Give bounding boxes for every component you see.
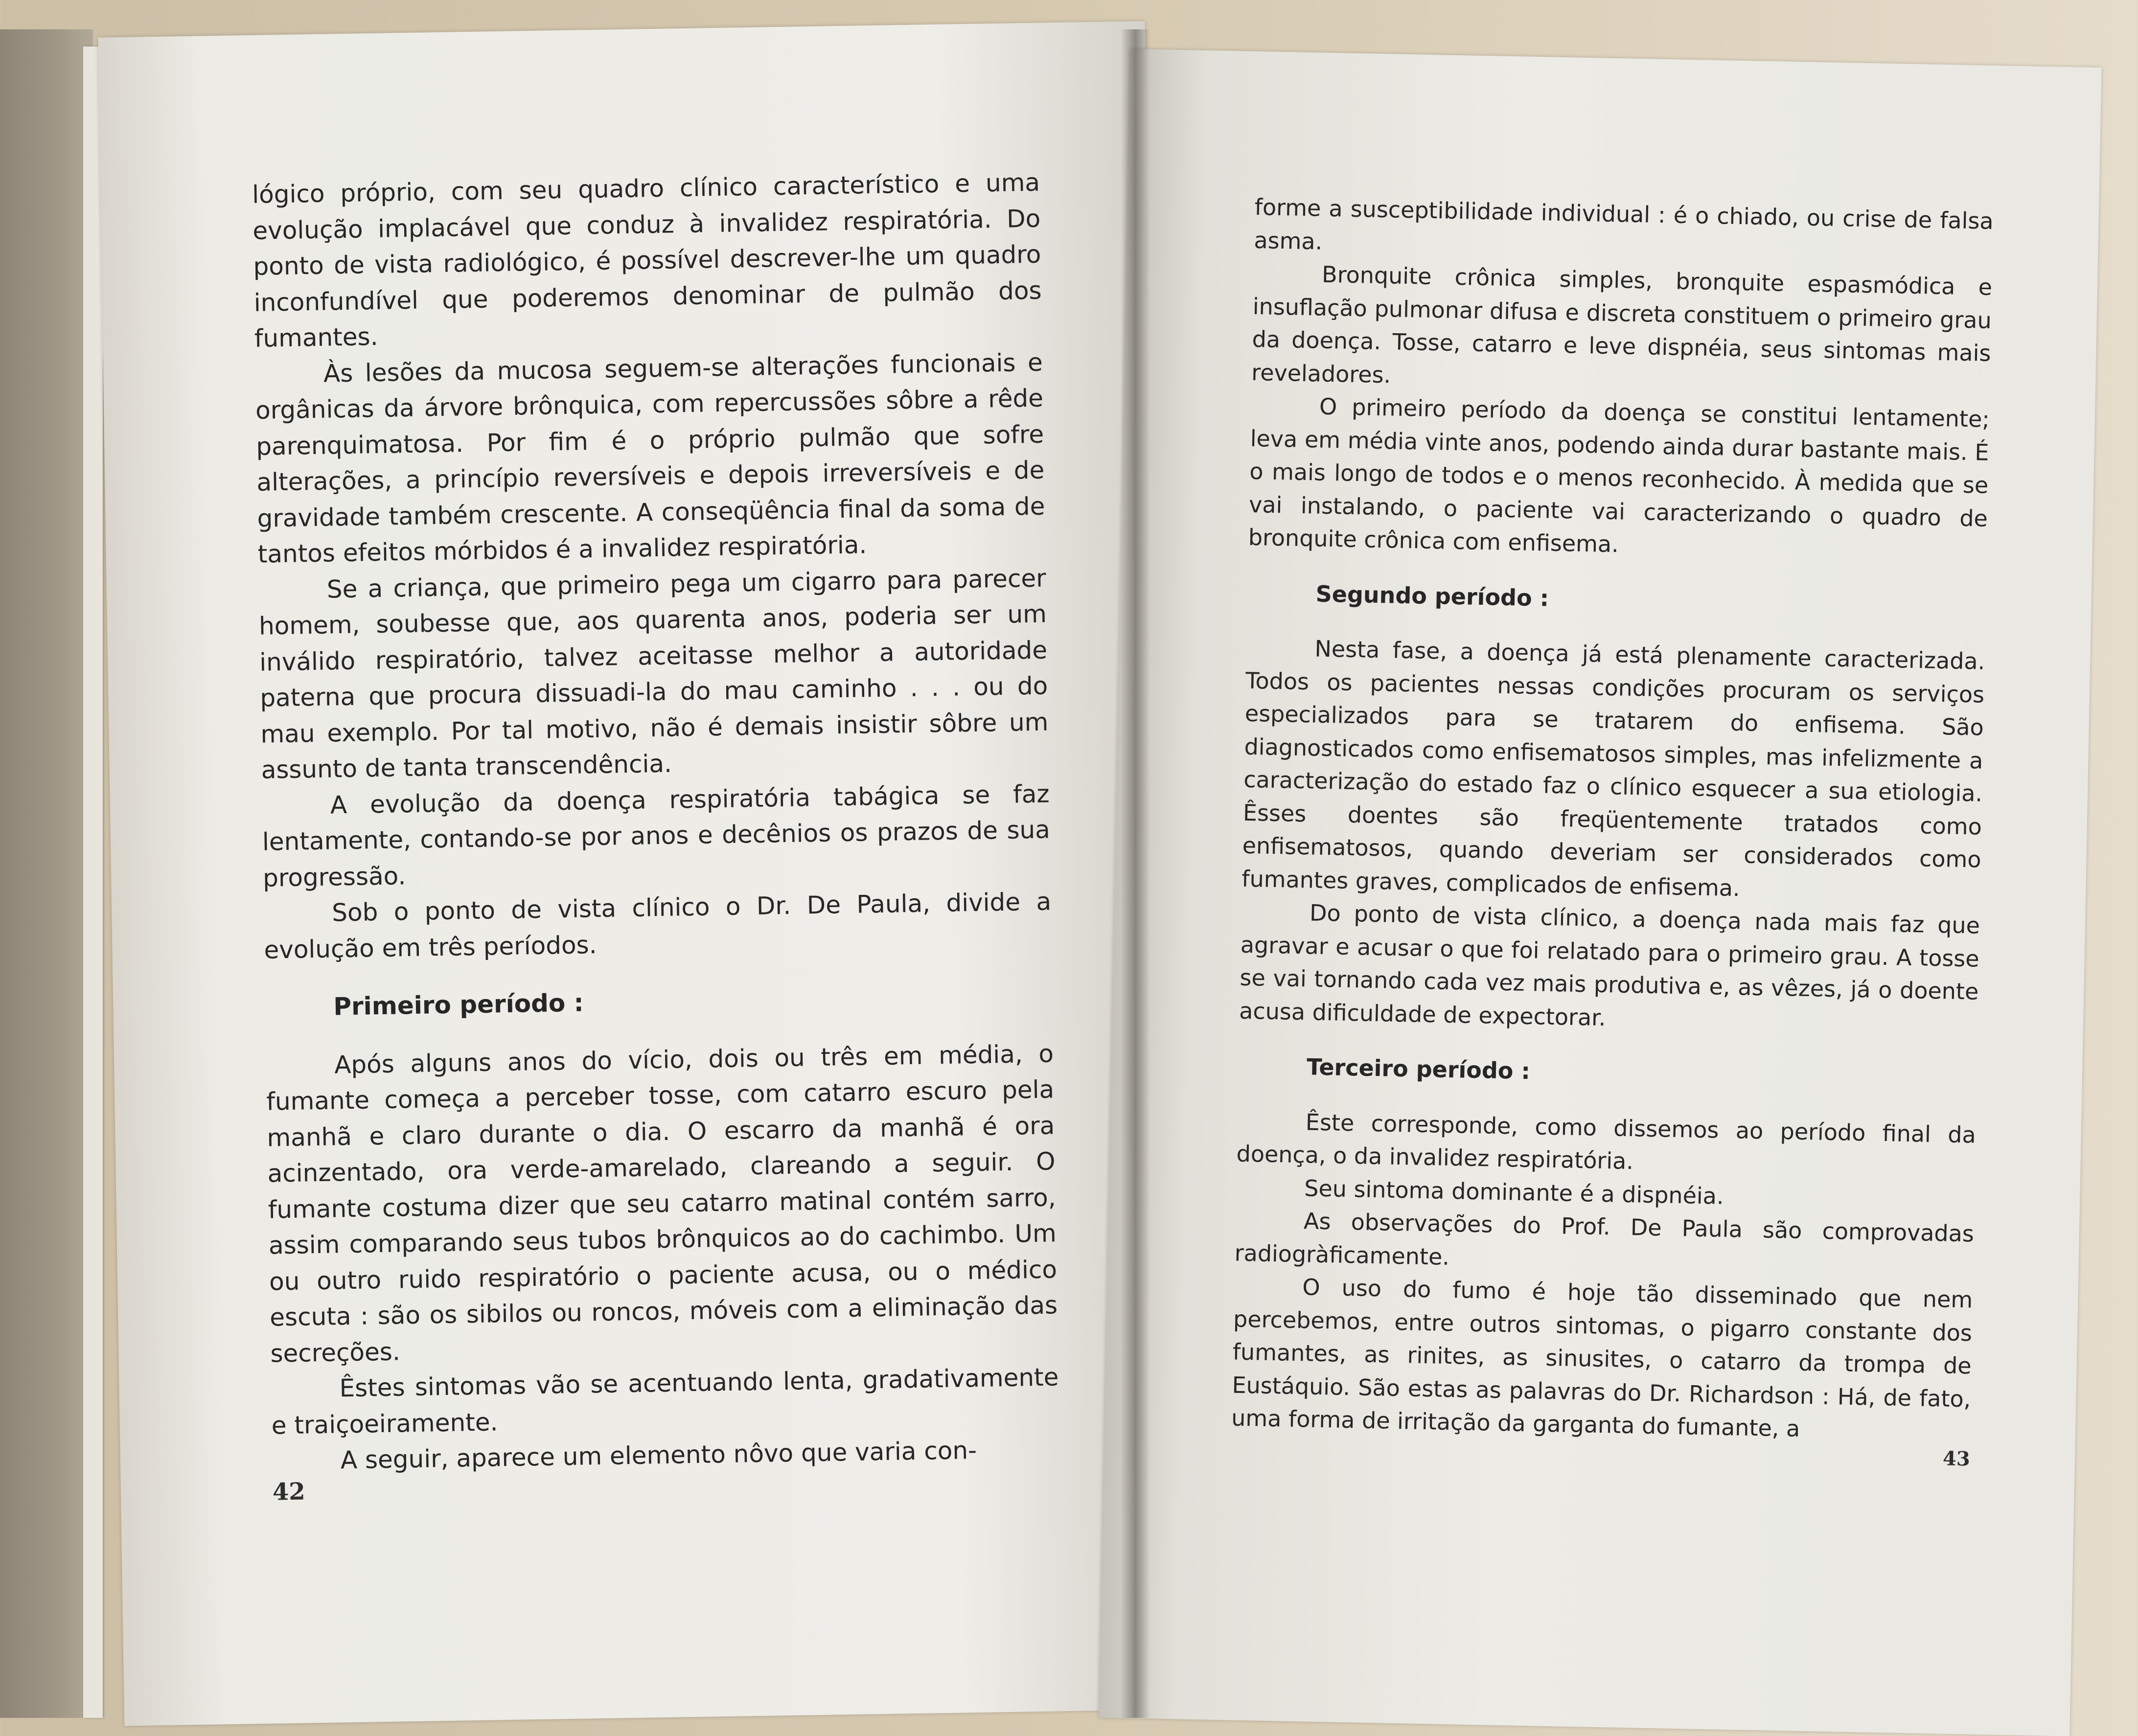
paragraph: Seu sintoma dominante é a dispnéia.: [1304, 1174, 1724, 1210]
paragraph: Nesta fase, a doença já está plenamente caracterizada. Todos os pacientes nessas condições procuram os serviços especializados para se tratarem do enfisema. São diagnosticados como enfisematosos simples, mas infelizmente a caracterização do estado faz o clínico esquecer a sua etiologia. Êsses doentes são freqüentemente tratados como enfisematosos, quando deveriam ser considerados como fumantes graves, complicados de enfisema.: [1241, 635, 1985, 901]
paragraph: Êstes sintomas vão se acentuando lenta, gradativamente e traiçoeiramente.: [271, 1363, 1059, 1440]
section-heading: Segundo período :: [1315, 580, 1549, 612]
paragraph: A evolução da doença respiratória tabágica se faz lentamente, contando-se por anos e decênios os prazos de sua progressão.: [262, 779, 1051, 892]
right-page: [1099, 49, 2102, 1736]
right-page-text: [1231, 191, 1994, 1449]
paragraph: Sob o ponto de vista clínico o Dr. De Paula, divide a evolução em três períodos.: [264, 887, 1052, 964]
paragraph: As observações do Prof. De Paula são comprovadas radiogràficamente.: [1234, 1208, 1975, 1270]
section-heading: Primeiro período :: [333, 988, 584, 1021]
left-page-text: [252, 165, 1060, 1480]
paragraph: forme a susceptibilidade individual : é o chiado, ou crise de falsa asma.: [1254, 193, 1994, 255]
page-number: 43: [1942, 1447, 1971, 1471]
section-heading: Terceiro período :: [1306, 1053, 1531, 1085]
book-gutter-shadow: [1121, 29, 1150, 1718]
book-cover-spine: [0, 29, 93, 1718]
paragraph: A seguir, aparece um elemento nôvo que varia con-: [340, 1436, 977, 1475]
paragraph: Após alguns anos do vício, dois ou três em média, o fumante começa a perceber tosse, com catarro escuro pela manhã e claro durante o dia. O escarro da manhã é ora acinzentado, ora verde-amarelado, clareando a seguir. O fumante costuma dizer que seu catarro matinal contém sarro, assim comparando seus tubos brônquicos ao do cachimbo. Um ou outro ruido respiratório o paciente acusa, ou o médico escuta : são os sibilos ou roncos, móveis com a eliminação das secreções.: [266, 1039, 1058, 1368]
paragraph: O uso do fumo é hoje tão disseminado que nem percebemos, entre outros sintomas, o pigarro constante dos fumantes, as rinites, as sinusites, o catarro da trompa de Eustáquio. São estas as palavras do Dr. Richardson : Há, de fato, uma forma de irritação da garganta do fumante, a: [1231, 1274, 1973, 1442]
paragraph: Do ponto de vista clínico, a doença nada mais faz que agravar e acusar o que foi relatado para o primeiro grau. A tosse se vai tornando cada vez mais produtiva e, as vêzes, já o doente acusa dificuldade de expectorar.: [1239, 899, 1980, 1031]
paragraph: Êste corresponde, como dissemos ao período final da doença, o da invalidez respiratória.: [1236, 1108, 1977, 1175]
left-page: [98, 21, 1172, 1726]
paragraph: lógico próprio, com seu quadro clínico característico e uma evolução implacável que conduz à invalidez respiratória. Do ponto de vista radiológico, é possível descrever-lhe um quadro inconfundível que poderemos denominar de pulmão dos fumantes.: [252, 168, 1042, 353]
paragraph: Às lesões da mucosa seguem-se alterações funcionais e orgânicas da árvore brônquica, com repercussões sôbre a rêde parenquimatosa. Por fim é o próprio pulmão que sofre alterações, a princípio reversíveis e depois irreversíveis e de gravidade também crescente. A conseqüência final da soma de tantos efeitos mórbidos é a invalidez respiratória.: [255, 348, 1045, 569]
paragraph: Se a criança, que primeiro pega um cigarro para parecer homem, soubesse que, aos quarenta anos, poderia ser um inválido respiratório, talvez aceitasse melhor a autoridade paterna que procura dissuadi-la do mau caminho . . . ou do mau exemplo. Por tal motivo, não é demais insistir sôbre um assunto de tanta transcendência.: [258, 564, 1049, 784]
paragraph: O primeiro período da doença se constitui lentamente; leva em média vinte anos, podendo ainda durar bastante mais. É o mais longo de todos e o menos reconhecido. À medida que se vai instalando, o paciente vai caracterizando o quadro de bronquite crônica com enfisema.: [1248, 393, 1990, 558]
page-stack-edge: [83, 46, 103, 1718]
page-number: 42: [272, 1478, 306, 1506]
paragraph: Bronquite crônica simples, bronquite espasmódica e insuflação pulmonar difusa e discreta constituem o primeiro grau da doença. Tosse, catarro e leve dispnéia, seus sintomas mais reveladores.: [1251, 261, 1993, 388]
